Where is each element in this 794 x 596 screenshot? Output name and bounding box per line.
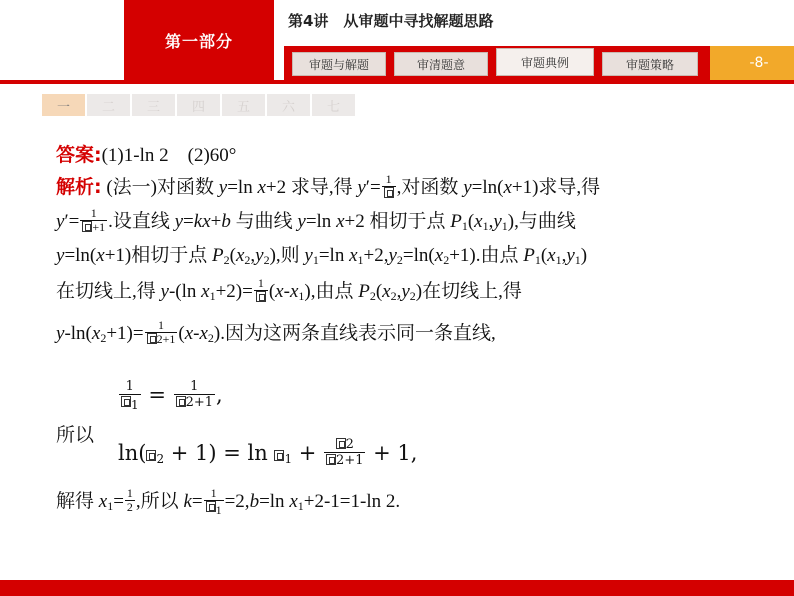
answer-label: 答案: — [56, 144, 102, 166]
text: (法一)对函数 — [101, 177, 219, 198]
text: ′= — [64, 211, 80, 232]
frac-den — [80, 221, 107, 234]
frac-num: 1 — [254, 277, 268, 291]
subtab-2[interactable]: 二 — [87, 94, 130, 116]
text: ( — [229, 245, 236, 266]
subscript: 1 — [312, 253, 319, 267]
page-number: -8- — [710, 46, 794, 80]
text: ( — [178, 323, 185, 344]
var: x — [257, 177, 266, 198]
fraction — [145, 319, 178, 346]
subscript: 2 — [369, 289, 376, 303]
text: -(ln — [168, 281, 202, 302]
subscript: 1 — [131, 398, 139, 412]
frac-den-text: 2+1 — [185, 395, 214, 410]
subtab-4[interactable]: 四 — [177, 94, 220, 116]
var: k — [183, 491, 192, 512]
frac-num: 1 — [126, 486, 133, 501]
fraction — [204, 486, 224, 518]
frac-den — [204, 501, 224, 518]
text: ( — [540, 245, 548, 266]
text: =ln — [227, 177, 258, 198]
var: x — [184, 323, 194, 344]
text: , — [561, 245, 567, 266]
subscript: 2 — [409, 289, 416, 303]
var: y — [493, 211, 502, 232]
text: =ln( — [64, 245, 97, 266]
footer-bar — [0, 580, 794, 596]
text: +1)= — [106, 323, 144, 344]
var: x — [474, 211, 483, 232]
subscript: 2 — [207, 331, 214, 345]
text: =2, — [224, 491, 250, 512]
var: y — [56, 245, 65, 266]
tab-shenti-celue[interactable]: 审题策略 — [602, 52, 698, 76]
missing-glyph-icon — [326, 454, 336, 465]
text: + 1) = ln — [164, 441, 275, 465]
frac-den — [119, 395, 141, 410]
frac-den — [174, 395, 215, 410]
missing-glyph-icon — [206, 501, 216, 512]
fraction — [254, 277, 268, 304]
var: P — [212, 245, 224, 266]
frac-den — [382, 187, 396, 200]
text: 解得 — [56, 491, 99, 512]
answer-line — [56, 140, 236, 171]
text: = — [113, 491, 124, 512]
text: =ln( — [471, 177, 504, 198]
subscript: 2 — [156, 452, 165, 466]
text: , — [396, 281, 402, 302]
text: =ln — [259, 491, 290, 512]
subscript: 1 — [482, 219, 489, 233]
var: y — [297, 211, 306, 232]
analysis-line-4 — [56, 276, 522, 307]
text: ( — [268, 281, 276, 302]
fraction — [119, 379, 141, 410]
subscript: 2 — [100, 331, 107, 345]
subtab-bar — [42, 94, 355, 116]
frac-den: 2 — [126, 500, 133, 515]
text: ),则 — [269, 245, 305, 266]
analysis-line-8 — [56, 486, 400, 517]
tab-shenqing-tiyi[interactable]: 审清题意 — [394, 52, 488, 76]
text: +2 相切于点 — [344, 211, 451, 232]
var: b — [249, 491, 260, 512]
subscript: 2 — [390, 289, 397, 303]
equation-1 — [118, 380, 223, 412]
text: +2-1=1-ln 2. — [303, 491, 401, 512]
var: P — [358, 281, 370, 302]
text: ,所以 — [135, 491, 184, 512]
frac-num: 1 — [145, 319, 178, 333]
frac-num: 1 — [174, 379, 215, 395]
text: ( — [375, 281, 383, 302]
text: , — [250, 245, 256, 266]
subscript: 2 — [244, 253, 251, 267]
subscript: 1 — [461, 219, 468, 233]
missing-glyph-icon — [176, 396, 186, 407]
var: x — [289, 281, 299, 302]
frac-den — [145, 333, 178, 346]
subscript: 1 — [555, 253, 562, 267]
var: y — [357, 177, 366, 198]
text: + — [292, 441, 324, 465]
var: y — [174, 211, 184, 232]
analysis-label: 解析: — [56, 176, 102, 198]
frac-num — [324, 437, 365, 453]
subscript: 2 — [223, 253, 230, 267]
subscript: 1 — [501, 219, 508, 233]
missing-glyph-icon — [121, 396, 131, 407]
subtab-7[interactable]: 七 — [312, 94, 355, 116]
header-divider — [0, 80, 794, 84]
text: ),由点 — [304, 281, 359, 302]
var: x — [201, 281, 210, 302]
var: x — [336, 211, 345, 232]
missing-glyph-icon — [274, 450, 284, 461]
text: ) — [580, 245, 588, 266]
subscript: 2 — [443, 253, 450, 267]
tab-shenti-yu-jieti[interactable]: 审题与解题 — [292, 52, 386, 76]
var: x — [382, 281, 391, 302]
var: y — [218, 177, 228, 198]
frac-den-text: 2+1 — [156, 332, 176, 347]
so-label: 所以 — [56, 425, 95, 446]
var: y — [56, 323, 65, 344]
answer-text: (1)1-ln 2 (2)60° — [101, 145, 237, 166]
var: b — [221, 211, 231, 232]
var: x — [503, 177, 512, 198]
frac-den-text: 2+1 — [336, 453, 364, 468]
text: ′= — [365, 177, 381, 198]
text: ).因为这两条直线表示同一条直线, — [213, 323, 496, 344]
section-tabbar — [284, 46, 794, 80]
lesson-title: 第4讲 从审题中寻找解题思路 — [288, 12, 494, 30]
subscript: 2 — [396, 253, 403, 267]
var: y — [388, 245, 397, 266]
var: x — [275, 281, 284, 302]
analysis-line-5 — [56, 318, 496, 349]
fraction — [125, 487, 135, 514]
part-label: 第一部分 — [124, 0, 274, 80]
var: x — [98, 491, 108, 512]
subscript: 1 — [107, 499, 114, 513]
frac-num: 1 — [119, 379, 141, 395]
analysis-line-1 — [56, 172, 600, 203]
subscript: 1 — [574, 253, 581, 267]
text: -ln( — [64, 323, 92, 344]
subtab-3[interactable]: 三 — [132, 94, 175, 116]
subscript: 1 — [534, 253, 541, 267]
text: - — [283, 281, 290, 302]
frac-num: 1 — [204, 487, 224, 501]
text: +2)= — [215, 281, 253, 302]
var: kx — [193, 211, 211, 232]
var: x — [199, 323, 208, 344]
var: x — [289, 491, 298, 512]
var: P — [450, 211, 462, 232]
fraction — [174, 379, 215, 410]
var: y — [160, 281, 169, 302]
text: + — [210, 211, 222, 232]
frac-den — [254, 291, 268, 304]
text: ( — [467, 211, 475, 232]
text: =ln( — [402, 245, 435, 266]
frac-num: 1 — [382, 173, 396, 187]
text: 在切线上,得 — [56, 281, 161, 302]
subtab-1[interactable]: 一 — [42, 94, 85, 116]
var: x — [349, 245, 358, 266]
text: =ln — [305, 211, 337, 232]
var: x — [96, 245, 105, 266]
text: ln( — [118, 441, 147, 465]
text: +1)相切于点 — [104, 245, 212, 266]
frac-num-text: 2 — [345, 437, 354, 452]
missing-glyph-icon — [146, 450, 156, 461]
text: , — [216, 383, 223, 407]
var: x — [547, 245, 556, 266]
text: )在切线上,得 — [415, 281, 522, 302]
var: y — [566, 245, 575, 266]
subscript: 1 — [284, 452, 293, 466]
var: x — [91, 323, 101, 344]
analysis-line-3 — [56, 240, 587, 271]
var: x — [434, 245, 444, 266]
var: y — [401, 281, 410, 302]
text: 与曲线 — [230, 211, 298, 232]
missing-glyph-icon — [256, 291, 266, 302]
text: +2, — [363, 245, 389, 266]
subtab-6[interactable]: 六 — [267, 94, 310, 116]
fraction — [324, 437, 365, 468]
text: .设直线 — [108, 211, 175, 232]
subscript: 1 — [297, 499, 304, 513]
subscript: 1 — [209, 289, 216, 303]
subscript: 1 — [357, 253, 364, 267]
text: +2 求导,得 — [265, 177, 358, 198]
var: y — [463, 177, 472, 198]
text: +1)求导,得 — [511, 177, 601, 198]
text: ),与曲线 — [507, 211, 576, 232]
subtab-5[interactable]: 五 — [222, 94, 265, 116]
text: = — [183, 211, 194, 232]
missing-glyph-icon — [147, 333, 157, 344]
var: y — [56, 211, 65, 232]
var: P — [523, 245, 535, 266]
subscript: 2 — [263, 253, 270, 267]
text: - — [193, 323, 200, 344]
text: ,对函数 — [396, 177, 464, 198]
text: +1).由点 — [449, 245, 524, 266]
missing-glyph-icon — [384, 187, 394, 198]
text: + 1, — [366, 441, 418, 465]
frac-den — [324, 453, 365, 468]
missing-glyph-icon — [336, 438, 346, 449]
equation-2 — [118, 438, 417, 470]
header-left-blank — [0, 0, 124, 80]
frac-den-text: +1 — [92, 220, 106, 235]
analysis-line-2 — [56, 206, 576, 237]
text: = — [191, 491, 203, 512]
var: x — [235, 245, 245, 266]
var: y — [255, 245, 264, 266]
text: , — [488, 211, 494, 232]
subscript: 1 — [298, 289, 305, 303]
text: = — [141, 383, 173, 407]
fraction — [382, 173, 396, 200]
text: =ln — [318, 245, 350, 266]
missing-glyph-icon — [82, 221, 92, 232]
subscript: 1 — [215, 503, 222, 518]
fraction — [80, 207, 107, 234]
var: y — [304, 245, 313, 266]
frac-num: 1 — [80, 207, 107, 221]
tab-shenti-dianli[interactable]: 审题典例 — [496, 48, 594, 76]
